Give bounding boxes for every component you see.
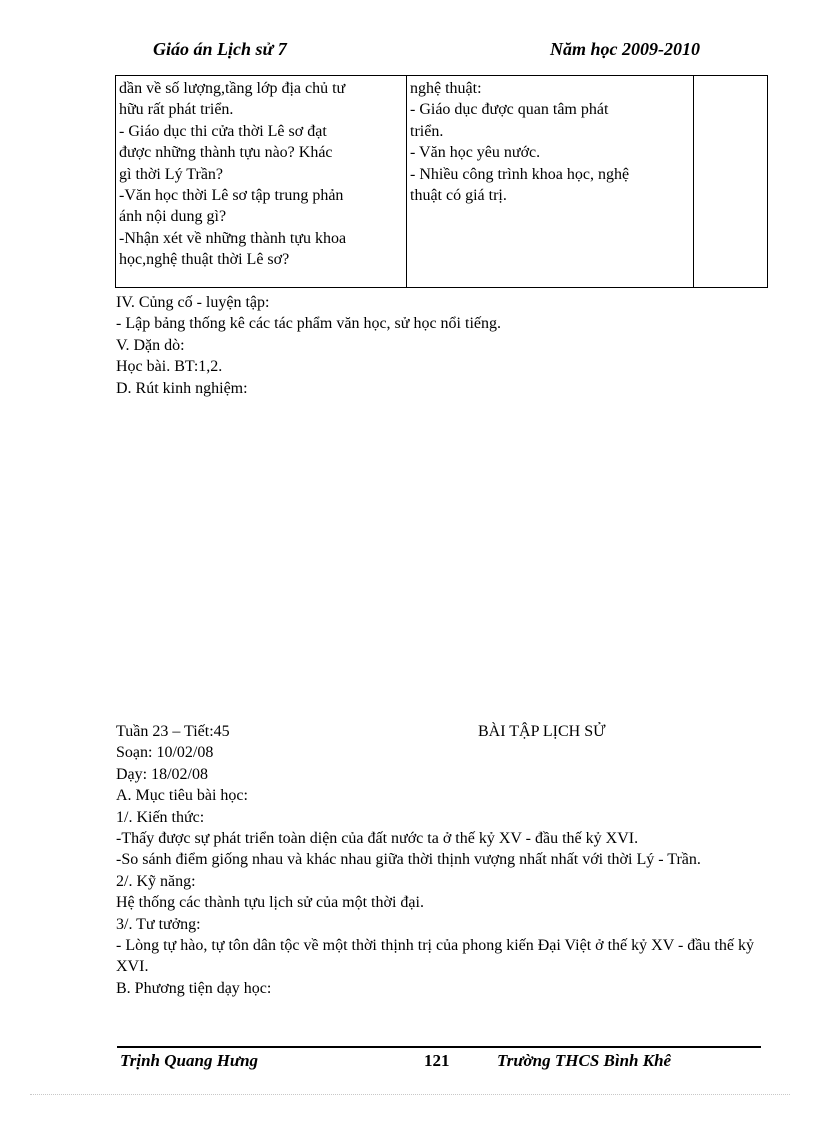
page-edge-divider bbox=[30, 1094, 790, 1095]
cell-line: - Giáo dục được quan tâm phát bbox=[410, 101, 609, 119]
cell-line: ánh nội dung gì? bbox=[119, 208, 227, 226]
section-heading: V. Dặn dò: bbox=[116, 336, 185, 354]
cell-line: - Văn học yêu nước. bbox=[410, 144, 541, 162]
cell-line: nghệ thuật: bbox=[410, 80, 482, 97]
cell-line: - Giáo dục thi cửa thời Lê sơ đạt bbox=[119, 122, 327, 140]
week-period: Tuần 23 – Tiết:45 bbox=[116, 723, 230, 740]
cell-line: -Nhận xét về những thành tựu khoa bbox=[119, 229, 347, 247]
cell-line: - Nhiều công trình khoa học, nghệ bbox=[410, 165, 630, 183]
footer-rule bbox=[117, 1046, 761, 1048]
knowledge-heading: 1/. Kiến thức: bbox=[116, 808, 205, 826]
cell-line: được những thành tựu nào? Khác bbox=[119, 144, 333, 162]
lesson-table bbox=[115, 75, 768, 288]
header-left-title: Giáo án Lịch sử 7 bbox=[153, 39, 287, 59]
cell-line: triển. bbox=[410, 122, 444, 140]
attitude-heading: 3/. Tư tưởng: bbox=[116, 915, 201, 933]
section-line: Học bài. BT:1,2. bbox=[116, 358, 223, 376]
footer-school: Trường THCS Bình Khê bbox=[497, 1051, 672, 1070]
consolidation-section bbox=[116, 292, 501, 399]
cell-line: thuật có giá trị. bbox=[410, 187, 507, 205]
cell-line: hữu rất phát triển. bbox=[119, 101, 234, 119]
table-row bbox=[116, 76, 768, 288]
attitude-line: - Lòng tự hào, tự tôn dân tộc về một thời thịnh trị của phong kiến Đại Việt ở thế kỷ XV - đầu thế kỷ bbox=[116, 937, 754, 955]
section-heading: IV. Củng cố - luyện tập: bbox=[116, 294, 270, 311]
materials-heading: B. Phương tiện dạy học: bbox=[116, 979, 272, 997]
lesson-title: BÀI TẬP LỊCH SỬ bbox=[478, 723, 606, 740]
lesson-section bbox=[116, 721, 766, 999]
skills-heading: 2/. Kỹ năng: bbox=[116, 872, 196, 890]
page-number: 121 bbox=[424, 1051, 450, 1070]
cell-line: -Văn học thời Lê sơ tập trung phản bbox=[119, 187, 344, 205]
header-right-year: Năm học 2009-2010 bbox=[550, 39, 700, 59]
cell-line: dần về số lượng,tầng lớp địa chủ tư bbox=[119, 80, 346, 97]
knowledge-line: -Thấy được sự phát triển toàn diện của đất nước ta ở thế kỷ XV - đầu thế kỷ XVI. bbox=[116, 830, 639, 848]
attitude-line: XVI. bbox=[116, 958, 149, 976]
notes-cell bbox=[694, 76, 768, 288]
prepared-date: Soạn: 10/02/08 bbox=[116, 744, 214, 762]
cell-line: gì thời Lý Trần? bbox=[119, 165, 224, 183]
footer-author: Trịnh Quang Hưng bbox=[120, 1051, 259, 1070]
cell-line: học,nghệ thuật thời Lê sơ? bbox=[119, 251, 290, 269]
knowledge-line: -So sánh điểm giống nhau và khác nhau giữa thời thịnh vượng nhất nhất với thời Lý - Trần. bbox=[116, 851, 701, 869]
teacher-activity-cell bbox=[116, 76, 407, 288]
skills-line: Hệ thống các thành tựu lịch sử của một thời đại. bbox=[116, 894, 424, 912]
objectives-heading: A. Mục tiêu bài học: bbox=[116, 787, 248, 805]
section-line: - Lập bảng thống kê các tác phẩm văn học, sử học nổi tiếng. bbox=[116, 315, 501, 333]
teaching-date: Dạy: 18/02/08 bbox=[116, 765, 208, 783]
section-heading: D. Rút kinh nghiệm: bbox=[116, 379, 248, 397]
content-cell bbox=[407, 76, 694, 288]
